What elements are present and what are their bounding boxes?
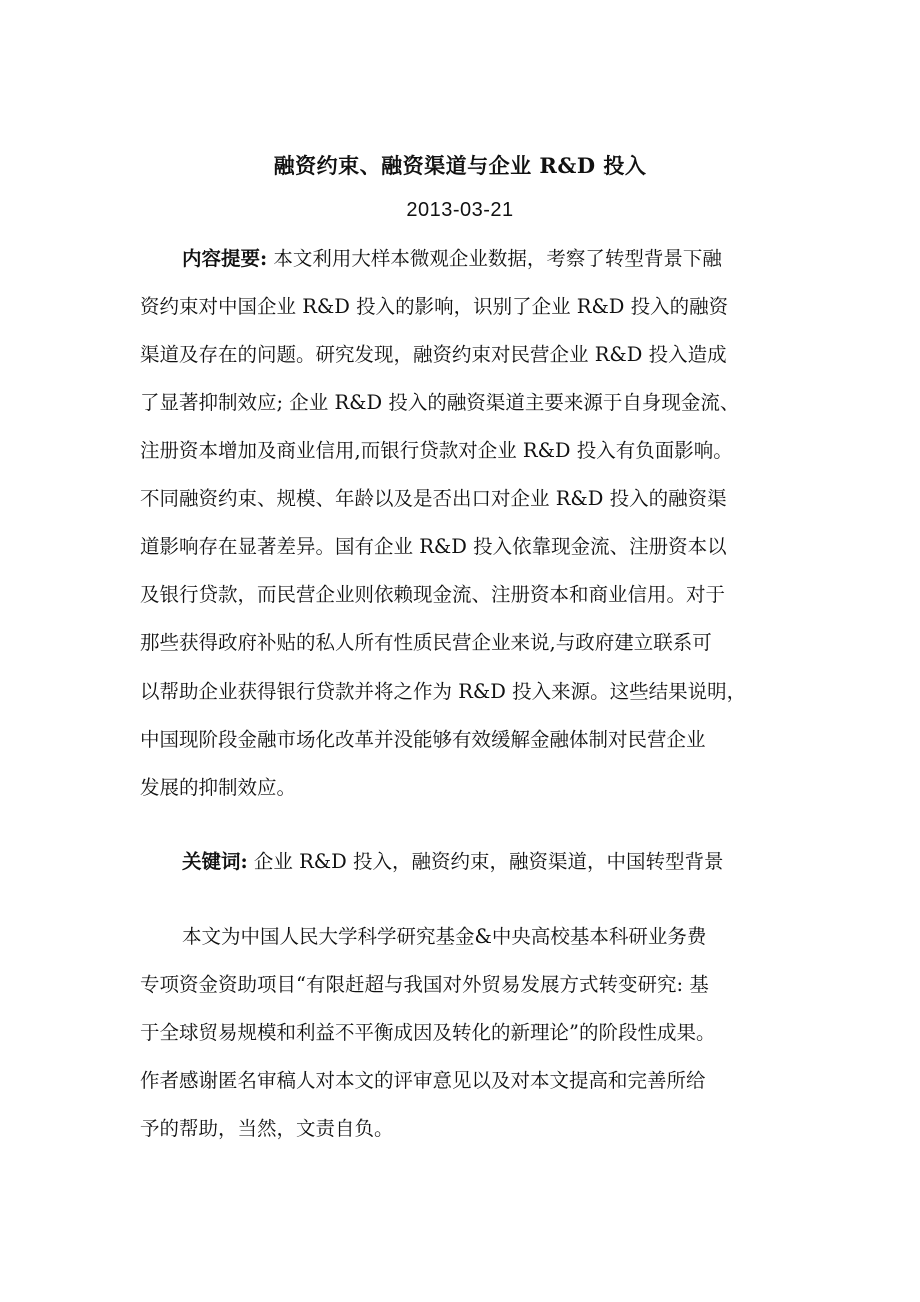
acknowledgement-line: 予的帮助，当然，文责自负。 bbox=[140, 1117, 394, 1140]
abstract-line: 道影响存在显著差异。国有企业 R&D 投入依靠现金流、注册资本以 bbox=[140, 535, 727, 558]
abstract-line: 发展的抑制效应。 bbox=[140, 776, 297, 799]
keywords-line bbox=[182, 849, 723, 875]
document-title: 融资约束、融资渠道与企业 R&D 投入 bbox=[273, 153, 647, 178]
abstract-line: 不同融资约束、规模、年龄以及是否出口对企业 R&D 投入的融资渠 bbox=[140, 487, 727, 510]
acknowledgement-line: 作者感谢匿名审稿人对本文的评审意见以及对本文提高和完善所给 bbox=[140, 1069, 706, 1092]
abstract-line: 及银行贷款，而民营企业则依赖现金流、注册资本和商业信用。对于 bbox=[140, 583, 726, 606]
abstract-line: 那些获得政府补贴的私人所有性质民营企业来说,与政府建立联系可 bbox=[140, 631, 712, 654]
abstract-text: 本文利用大样本微观企业数据，考察了转型背景下融 bbox=[267, 247, 722, 270]
keywords-text: 企业 R&D 投入，融资约束，融资渠道，中国转型背景 bbox=[247, 850, 724, 873]
acknowledgement-line: 于全球贸易规模和利益不平衡成因及转化的新理论”的阶段性成果。 bbox=[140, 1021, 716, 1044]
acknowledgement-line: 本文为中国人民大学科学研究基金&中央高校基本科研业务费 bbox=[182, 925, 707, 948]
keywords-label: 关键词: bbox=[182, 850, 248, 873]
abstract-line: 注册资本增加及商业信用,而银行贷款对企业 R&D 投入有负面影响。 bbox=[140, 439, 733, 462]
document-date: 2013-03-21 bbox=[406, 199, 514, 221]
abstract-line: 以帮助企业获得银行贷款并将之作为 R&D 投入来源。这些结果说明， bbox=[140, 680, 747, 703]
abstract-line: 渠道及存在的问题。研究发现，融资约束对民营企业 R&D 投入造成 bbox=[140, 343, 727, 366]
abstract-label: 内容提要: bbox=[182, 247, 268, 270]
acknowledgement-line: 专项资金资助项目“有限赶超与我国对外贸易发展方式转变研究: 基 bbox=[140, 973, 709, 996]
abstract-line: 了显著抑制效应; 企业 R&D 投入的融资渠道主要来源于自身现金流、 bbox=[140, 391, 740, 414]
abstract-line: 资约束对中国企业 R&D 投入的影响，识别了企业 R&D 投入的融资 bbox=[140, 295, 729, 318]
abstract-line: 中国现阶段金融市场化改革并没能够有效缓解金融体制对民营企业 bbox=[140, 728, 706, 751]
abstract-line bbox=[182, 246, 722, 272]
